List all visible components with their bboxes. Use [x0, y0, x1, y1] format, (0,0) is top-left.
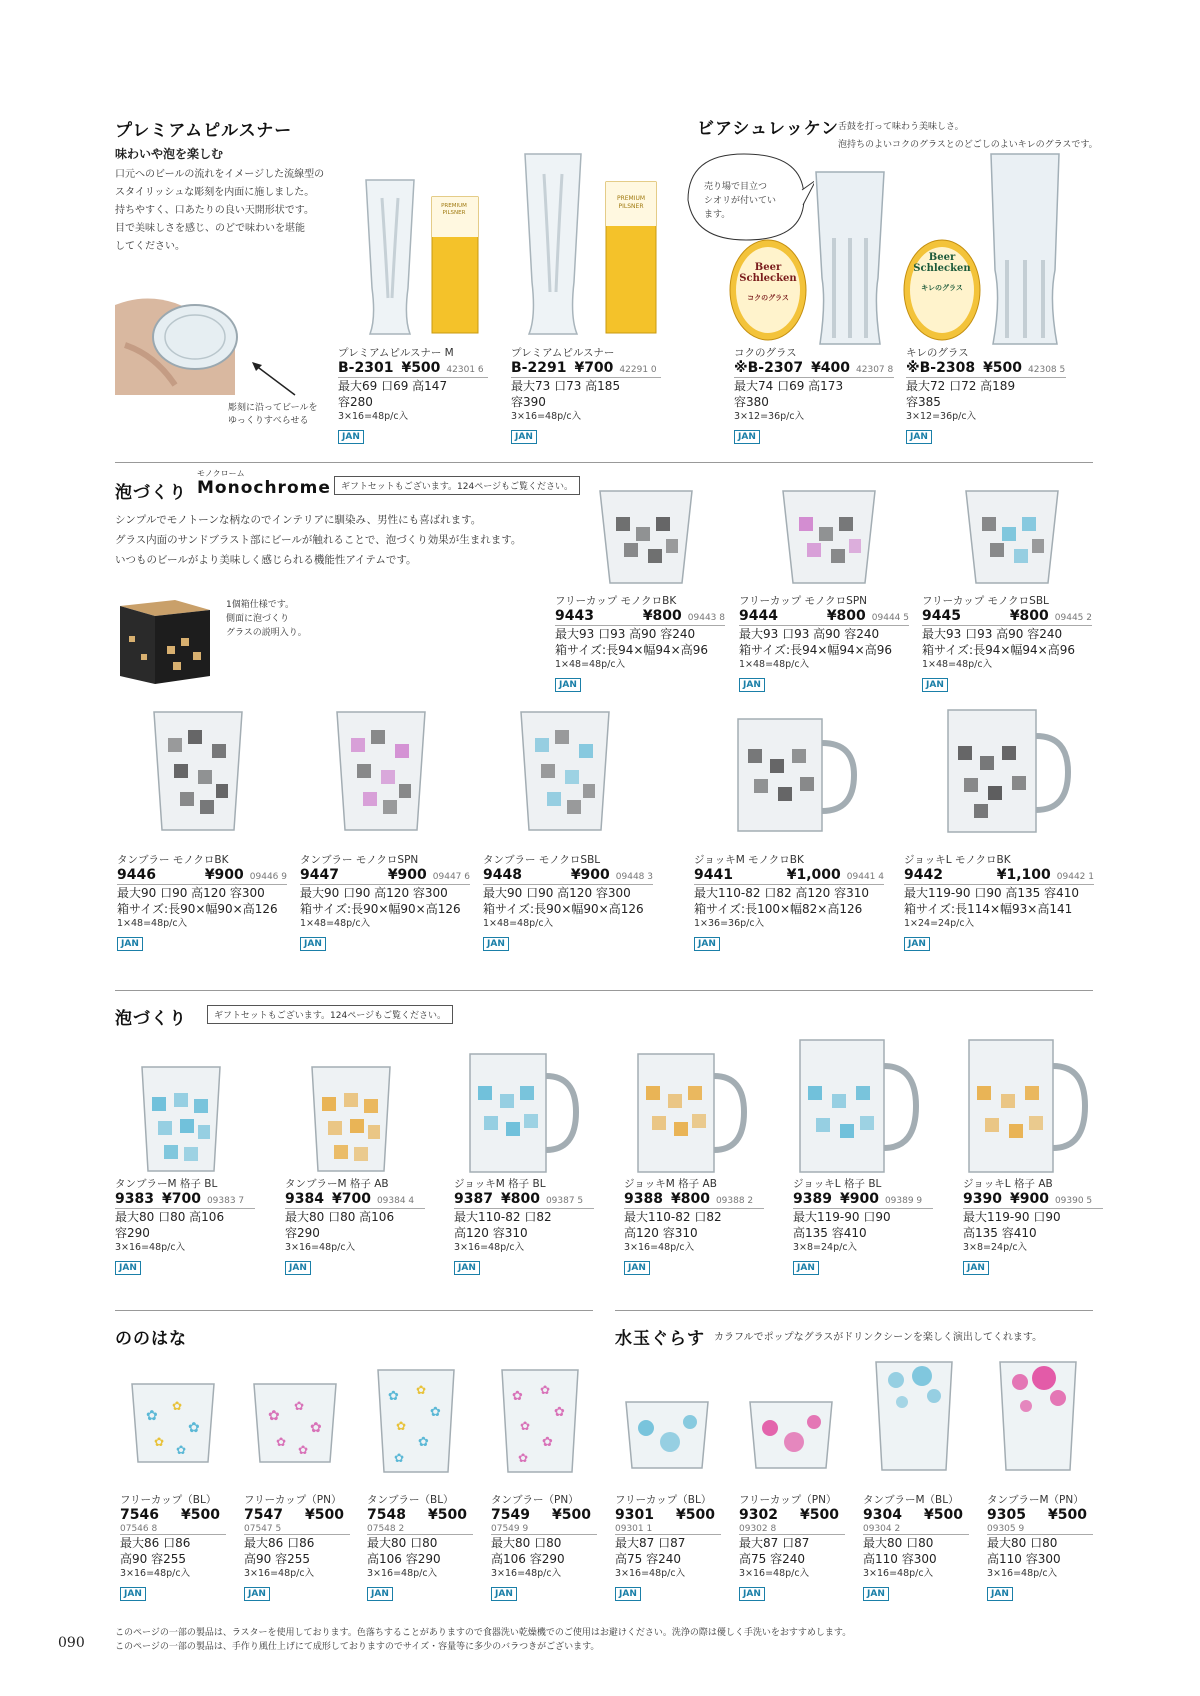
jan-badge: JAN — [555, 678, 581, 692]
product-9442: ジョッキL モノクロBK 9442 ¥1,100 09442 1 最大119-90 口90 高135 容410 箱サイズ:長114×幅93×高141 1×24=24p/c入 JAN — [904, 854, 1094, 949]
tumbler-nonohana-bl-image — [374, 1366, 458, 1476]
kire-glass-image — [985, 150, 1065, 348]
svg-text:✿: ✿ — [294, 1399, 305, 1413]
product-9384: タンブラーM 格子 AB 9384 ¥700 09384 4 最大80 口80 高106 容290 3×16=48p/c入 JAN — [285, 1176, 425, 1275]
pilsner-callout: 彫刻に沿ってビールを ゆっくりすべらせる — [228, 403, 318, 426]
product-b2291: プレミアムピルスナー B-2291 ¥700 42291 0 最大73 口73 高185 容390 3×16=48p/c入 JAN — [511, 345, 661, 444]
kire-tag-text: Beer Schlecken キレのグラス — [913, 252, 971, 292]
mug-l-mono-bk-image — [944, 706, 1072, 836]
svg-text:✿: ✿ — [512, 1389, 523, 1404]
product-9305: タンブラーM（PN） 9305 ¥500 09305 9 最大80 口80 高110 容300 3×16=48p/c入 JAN — [987, 1492, 1093, 1601]
page-number: 090 — [58, 1635, 85, 1651]
mug-m-lattice-ab-image — [634, 1050, 748, 1176]
speech-bubble-text: 売り場で目立つ シオリが付いてい ます。 — [704, 182, 777, 220]
cup-nonohana-bl-image — [128, 1380, 218, 1466]
jan-badge: JAN — [734, 430, 760, 444]
beer-schlecken-description: 舌鼓を打って味わう美味しさ。 泡持ちのよいコクのグラスとのどごしのよいキレのグラスです。 — [838, 122, 1098, 150]
pilsner-description: 口元へのビールの流れをイメージした流線型の スタイリッシュな彫刻を内面に施しました。 持ちやすく、口あたりの良い天開形状です。 目で美味しさを感じ、のどで味わいを堪能 してください。 — [115, 169, 325, 252]
jan-badge: JAN — [285, 1261, 311, 1275]
svg-text:✿: ✿ — [418, 1435, 429, 1450]
jan-badge: JAN — [906, 430, 932, 444]
product-9445: フリーカップ モノクロSBL 9445 ¥800 09445 2 最大93 口93 高90 容240 箱サイズ:長94×幅94×高96 1×48=48p/c入 JAN — [922, 595, 1092, 690]
kaku-tag-text: Beer Schlecken コクのグラス — [739, 262, 797, 302]
product-7549: タンブラー（PN） 7549 ¥500 07549 9 最大80 口80 高106 容290 3×16=48p/c入 JAN — [491, 1492, 597, 1601]
tumbler-mizutama-bl-image — [872, 1358, 956, 1474]
jan-badge: JAN — [300, 937, 326, 951]
svg-text:✿: ✿ — [430, 1405, 441, 1420]
jan-badge: JAN — [367, 1587, 393, 1601]
tumbler-mono-spn-image — [333, 708, 429, 834]
tumbler-nonohana-pn-image — [498, 1366, 582, 1476]
jan-badge: JAN — [120, 1587, 146, 1601]
jan-badge: JAN — [987, 1587, 1013, 1601]
jan-badge: JAN — [483, 937, 509, 951]
mug-m-mono-bk-image — [734, 715, 858, 835]
svg-text:✿: ✿ — [298, 1443, 309, 1457]
svg-text:✿: ✿ — [554, 1405, 565, 1420]
cup-mizutama-pn-image — [746, 1398, 836, 1472]
jan-badge: JAN — [624, 1261, 650, 1275]
pilsner-tag-text: PREMIUM PILSNER — [616, 195, 646, 210]
cup-nonohana-pn-image — [250, 1380, 340, 1466]
jan-badge: JAN — [739, 678, 765, 692]
cup-mono-spn-image — [779, 487, 879, 587]
tumbler-mizutama-pn-image — [996, 1358, 1080, 1474]
svg-text:✿: ✿ — [388, 1389, 399, 1404]
jan-badge: JAN — [511, 430, 537, 444]
divider-2 — [115, 990, 1093, 991]
pilsner-subtitle: 味わいや泡を楽しむ — [115, 147, 224, 161]
product-7546: フリーカップ（BL） 7546 ¥500 07546 8 最大86 口86 高90 容255 3×16=48p/c入 JAN — [120, 1492, 226, 1601]
product-9383: タンブラーM 格子 BL 9383 ¥700 09383 7 最大80 口80 高106 容290 3×16=48p/c入 JAN — [115, 1176, 255, 1275]
mug-m-lattice-bl-image — [466, 1050, 580, 1176]
mizutama-title: 水玉ぐらす — [615, 1329, 705, 1349]
jan-badge: JAN — [454, 1261, 480, 1275]
jan-badge: JAN — [338, 430, 364, 444]
jan-badge: JAN — [491, 1587, 517, 1601]
jan-badge: JAN — [694, 937, 720, 951]
jan-badge: JAN — [904, 937, 930, 951]
svg-text:✿: ✿ — [416, 1383, 427, 1397]
svg-text:✿: ✿ — [540, 1383, 551, 1397]
svg-text:✿: ✿ — [188, 1420, 200, 1436]
jan-badge: JAN — [615, 1587, 641, 1601]
svg-text:✿: ✿ — [146, 1408, 158, 1424]
monochrome-gift-note: ギフトセットもございます。124ページもご覧ください。 — [334, 476, 580, 495]
pilsner-m-glass-image — [360, 178, 420, 338]
svg-text:✿: ✿ — [310, 1420, 322, 1436]
product-9388: ジョッキM 格子 AB 9388 ¥800 09388 2 最大110-82 口82 高120 容310 3×16=48p/c入 JAN — [624, 1176, 764, 1275]
product-7548: タンブラー（BL） 7548 ¥500 07548 2 最大80 口80 高106 容290 3×16=48p/c入 JAN — [367, 1492, 473, 1601]
jan-badge: JAN — [244, 1587, 270, 1601]
pilsner-glass-image — [520, 152, 586, 338]
product-9390: ジョッキL 格子 AB 9390 ¥900 09390 5 最大119-90 口90 高135 容410 3×8=24p/c入 JAN — [963, 1176, 1103, 1275]
awa-gift-note: ギフトセットもございます。124ページもご覧ください。 — [207, 1005, 453, 1024]
product-9302: フリーカップ（PN） 9302 ¥500 09302 8 最大87 口87 高75 容240 3×16=48p/c入 JAN — [739, 1492, 845, 1601]
cup-mono-sbl-image — [962, 487, 1062, 587]
product-9301: フリーカップ（BL） 9301 ¥500 09301 1 最大87 口87 高75 容240 3×16=48p/c入 JAN — [615, 1492, 721, 1601]
svg-text:✿: ✿ — [542, 1435, 553, 1450]
tumbler-mono-bk-image — [150, 708, 246, 834]
svg-text:✿: ✿ — [154, 1435, 165, 1449]
product-9304: タンブラーM（BL） 9304 ¥500 09304 2 最大80 口80 高110 容300 3×16=48p/c入 JAN — [863, 1492, 969, 1601]
monochrome-title: 泡づくり — [115, 483, 187, 503]
callout-arrow — [250, 360, 300, 400]
divider-3a — [115, 1310, 593, 1311]
product-9389: ジョッキL 格子 BL 9389 ¥900 09389 9 最大119-90 口90 高135 容410 3×8=24p/c入 JAN — [793, 1176, 933, 1275]
product-7547: フリーカップ（PN） 7547 ¥500 07547 5 最大86 口86 高90 容255 3×16=48p/c入 JAN — [244, 1492, 350, 1601]
svg-text:✿: ✿ — [396, 1419, 407, 1433]
jan-badge: JAN — [863, 1587, 889, 1601]
product-9387: ジョッキM 格子 BL 9387 ¥800 09387 5 最大110-82 口82 高120 容310 3×16=48p/c入 JAN — [454, 1176, 594, 1275]
footer-notes: このページの一部の製品は、ラスターを使用しております。色落ちすることがありますので食器洗い乾燥機でのご使用はお避けください。洗浄の際は優しく手洗いをおすすめします。 このページの一部の製品は、手作り風仕上げにて成形しておりますのでサイズ・容量等に多少のバラつきがございます。 — [115, 1628, 852, 1652]
tumbler-mono-sbl-image — [517, 708, 613, 834]
product-9441: ジョッキM モノクロBK 9441 ¥1,000 09441 4 最大110-82 口82 高120 容310 箱サイズ:長100×幅82×高126 1×36=36p/c入 JAN — [694, 854, 884, 949]
jan-badge: JAN — [922, 678, 948, 692]
tumbler-m-lattice-bl-image — [138, 1063, 224, 1175]
svg-text:✿: ✿ — [394, 1451, 405, 1465]
cup-mizutama-bl-image — [622, 1398, 712, 1472]
mizutama-description: カラフルでポップなグラスがドリンクシーンを楽しく演出してくれます。 — [714, 1332, 1043, 1343]
svg-text:✿: ✿ — [172, 1399, 183, 1413]
kaku-glass-image — [810, 168, 890, 348]
divider-3b — [615, 1310, 1093, 1311]
jan-badge: JAN — [963, 1261, 989, 1275]
jan-badge: JAN — [793, 1261, 819, 1275]
svg-text:✿: ✿ — [520, 1419, 531, 1433]
monochrome-description: シンプルでモノトーンな柄なのでインテリアに馴染み、男性にも喜ばれます。 グラス内面のサンドブラスト部にビールが触れることで、泡づくり効果が生まれます。 いつものビールがより美味しく感じられる機能性アイテムです。 — [115, 514, 522, 566]
gift-box-note: 1個箱仕様です。 側面に泡づくり グラスの説明入り。 — [226, 600, 307, 638]
mug-l-lattice-bl-image — [796, 1036, 920, 1176]
divider-1 — [115, 462, 1093, 463]
jan-badge: JAN — [739, 1587, 765, 1601]
svg-text:✿: ✿ — [176, 1443, 187, 1457]
svg-text:✿: ✿ — [276, 1435, 287, 1449]
product-9446: タンブラー モノクロBK 9446 ¥900 09446 9 最大90 口90 高120 容300 箱サイズ:長90×幅90×高126 1×48=48p/c入 JAN — [117, 854, 287, 949]
svg-text:✿: ✿ — [518, 1451, 529, 1465]
pilsner-title: プレミアムピルスナー — [115, 121, 293, 141]
tumbler-m-lattice-ab-image — [308, 1063, 394, 1175]
pilsner-m-tag-text: PREMIUM PILSNER — [441, 203, 467, 216]
hand-holding-glass-photo — [115, 285, 265, 395]
product-9443: フリーカップ モノクロBK 9443 ¥800 09443 8 最大93 口93 高90 容240 箱サイズ:長94×幅94×高96 1×48=48p/c入 JAN — [555, 595, 725, 690]
beer-schlecken-title: ビアシュレッケン — [697, 119, 839, 139]
monochrome-ruby: モノクローム — [197, 469, 245, 478]
jan-badge: JAN — [117, 937, 143, 951]
jan-badge: JAN — [115, 1261, 141, 1275]
cup-mono-bk-image — [596, 487, 696, 587]
mug-l-lattice-ab-image — [965, 1036, 1089, 1176]
gift-box-image — [115, 596, 215, 686]
product-b2301: プレミアムピルスナー M B-2301 ¥500 42301 6 最大69 口69 高147 容280 3×16=48p/c入 JAN — [338, 345, 488, 444]
product-b2307: コクのグラス ※B-2307 ¥400 42307 8 最大74 口69 高173 容380 3×12=36p/c入 JAN — [734, 347, 894, 442]
product-b2308: キレのグラス ※B-2308 ¥500 42308 5 最大72 口72 高189 容385 3×12=36p/c入 JAN — [906, 347, 1066, 442]
svg-text:✿: ✿ — [268, 1408, 280, 1424]
product-9448: タンブラー モノクロSBL 9448 ¥900 09448 3 最大90 口90 高120 容300 箱サイズ:長90×幅90×高126 1×48=48p/c入 JAN — [483, 854, 653, 949]
nonohana-title: ののはな — [115, 1329, 187, 1349]
awa-title: 泡づくり — [115, 1009, 187, 1029]
product-9447: タンブラー モノクロSPN 9447 ¥900 09447 6 最大90 口90 高120 容300 箱サイズ:長90×幅90×高126 1×48=48p/c入 JAN — [300, 854, 470, 949]
monochrome-title-en: Monochrome — [197, 478, 331, 498]
product-9444: フリーカップ モノクロSPN 9444 ¥800 09444 5 最大93 口93 高90 容240 箱サイズ:長94×幅94×高96 1×48=48p/c入 JAN — [739, 595, 909, 690]
